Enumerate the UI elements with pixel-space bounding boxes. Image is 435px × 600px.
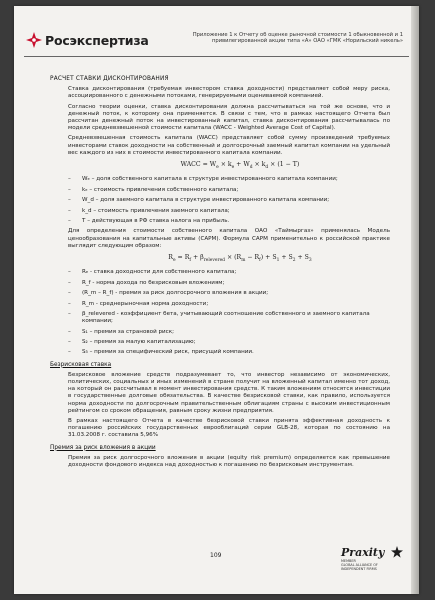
paragraph: Премия за риск долгосрочного вложения в акции (equity risk premium) определяется как превышение доходности фондового индекса над доходностью к погашению по безрисковым инструментам.	[68, 454, 390, 469]
wacc-definitions	[68, 176, 390, 225]
praxity-subtitle	[341, 560, 403, 571]
list-item: – S₁ – премия за страновой риск;	[68, 329, 390, 336]
paragraph: Для определения стоимости собственного капитала ОАО «Таймыргаз» применялась Модель ценообразования на капитальные активы (CAPM). Формула CAPM применительно к российской практике выглядит следующим образом:	[68, 228, 390, 249]
list-item: – Wₑ – доля собственного капитала в структуре инвестированного капитала компании;	[68, 176, 390, 183]
paragraph: Ставка дисконтирования (требуемая инвестором ставка доходности) представляет собой меру риска, ассоциированного с денежными потоками, генерируемыми оцениваемой компанией.	[68, 86, 390, 100]
header-note: Приложение 1 к Отчету об оценке рыночной стоимости 1 обыкновенной и 1 привилегированной акции типа «А» ОАО «ГМК «Норильский никель»	[192, 32, 403, 45]
subheading-equity-premium: Премия за риск вложения в акции	[50, 444, 156, 451]
list-item: – β_relevered - коэффициент бета, учитывающий соотношение собственного и заемного капитала компании;	[68, 311, 390, 325]
list-item: – kₑ – стоимость привлечения собственного капитала;	[68, 187, 390, 194]
document-page	[14, 6, 419, 594]
paragraph: Согласно теории оценки, ставка дисконтирования должна рассчитываться на той же основе, что и денежный поток, к которому она применяется. В связи с тем, что в рамках настоящего Отчета был рассчитан денежный поток на инвестированный капитал, ставка дисконтирования рассчитывалась по модели средневзвешенной стоимости капитала (WACC - Weighted Average Cost of Capital).	[68, 103, 390, 132]
list-item: – R_f - норма дохода по безрисковым вложениям;	[68, 280, 390, 287]
logo-text: Росэкспертиза	[45, 32, 149, 48]
subheading-riskfree-rate: Безрисковая ставка	[50, 361, 112, 368]
paragraph: Безрисковое вложение средств подразумевает то, что инвестор независимо от экономических, политических, социальных и иных изменений в стране получит на вложенный капитал именно тот доход, на который он рассчитывал в момент инвестирования средств. К таким вложениям относятся инвестиции в государственные долговые обязательства. В качестве безрисковой ставки, как правило, используется норма доходности по долгосрочным правительственным облигациям страны с высоким инвестиционным рейтингом со сроком обращения, равным сроку жизни предприятия.	[68, 371, 390, 414]
page-number: 109	[210, 552, 222, 559]
list-item: – S₃ – премия за специфический риск, присущий компании.	[68, 349, 390, 356]
wacc-formula: WACC = $W_e \times k_e + W_d \times k_d \times (1 - T)$	[180, 161, 300, 171]
list-item: – S₂ – премия за малую капитализацию;	[68, 339, 390, 346]
capm-definitions	[68, 269, 390, 356]
capm-formula: $R_e = R_f + \beta_{relevered} \times (R_m - R_f) + S_1 + S_2 + S_3$	[168, 254, 312, 264]
page-header	[24, 18, 409, 57]
praxity-logo	[341, 546, 403, 578]
company-logo	[26, 32, 149, 48]
list-item: – W_d – доля заемного капитала в структуре инвестированного капитала компании;	[68, 197, 390, 204]
list-item: – T – действующая в РФ ставка налога на прибыль.	[68, 218, 390, 225]
list-item: – (R_m – R_f) - премия за риск долгосрочного вложения в акции;	[68, 290, 390, 297]
page-binding-shadow	[411, 6, 419, 594]
praxity-sub-line: GLOBAL ALLIANCE OF	[341, 562, 378, 567]
list-item: – Rₑ - ставка доходности для собственного капитала;	[68, 269, 390, 276]
list-item: – R_m - среднерыночная норма доходности;	[68, 301, 390, 308]
document-body	[50, 76, 390, 472]
paragraph: В рамках настоящего Отчета в качестве безрисковой ставки принята эффективная доходность к погашению российских государственных еврооблигаций серии GLB-28, которая по состоянию на 31.03.2008 г. составила 5,96%	[68, 418, 390, 439]
rosexpertiza-logo-icon	[26, 32, 42, 48]
praxity-sub-line: MEMBER	[341, 559, 356, 563]
praxity-sub-line: INDEPENDENT FIRMS	[341, 566, 377, 571]
praxity-star-icon	[391, 546, 403, 558]
praxity-name: Praxity	[341, 546, 385, 559]
list-item: – k_d – стоимость привлечения заемного капитала;	[68, 208, 390, 215]
formula-lhs: WACC	[180, 161, 201, 169]
section-title: РАСЧЕТ СТАВКИ ДИСКОНТИРОВАНИЯ	[50, 76, 169, 82]
paragraph: Средневзвешенная стоимость капитала (WACC) представляет собой сумму произведений требуемых инвесторами ставок доходности на собственный и долгосрочный заемный капитал компании на удельный вес каждого из них в стоимости инвестированного капитала компании.	[68, 135, 390, 156]
